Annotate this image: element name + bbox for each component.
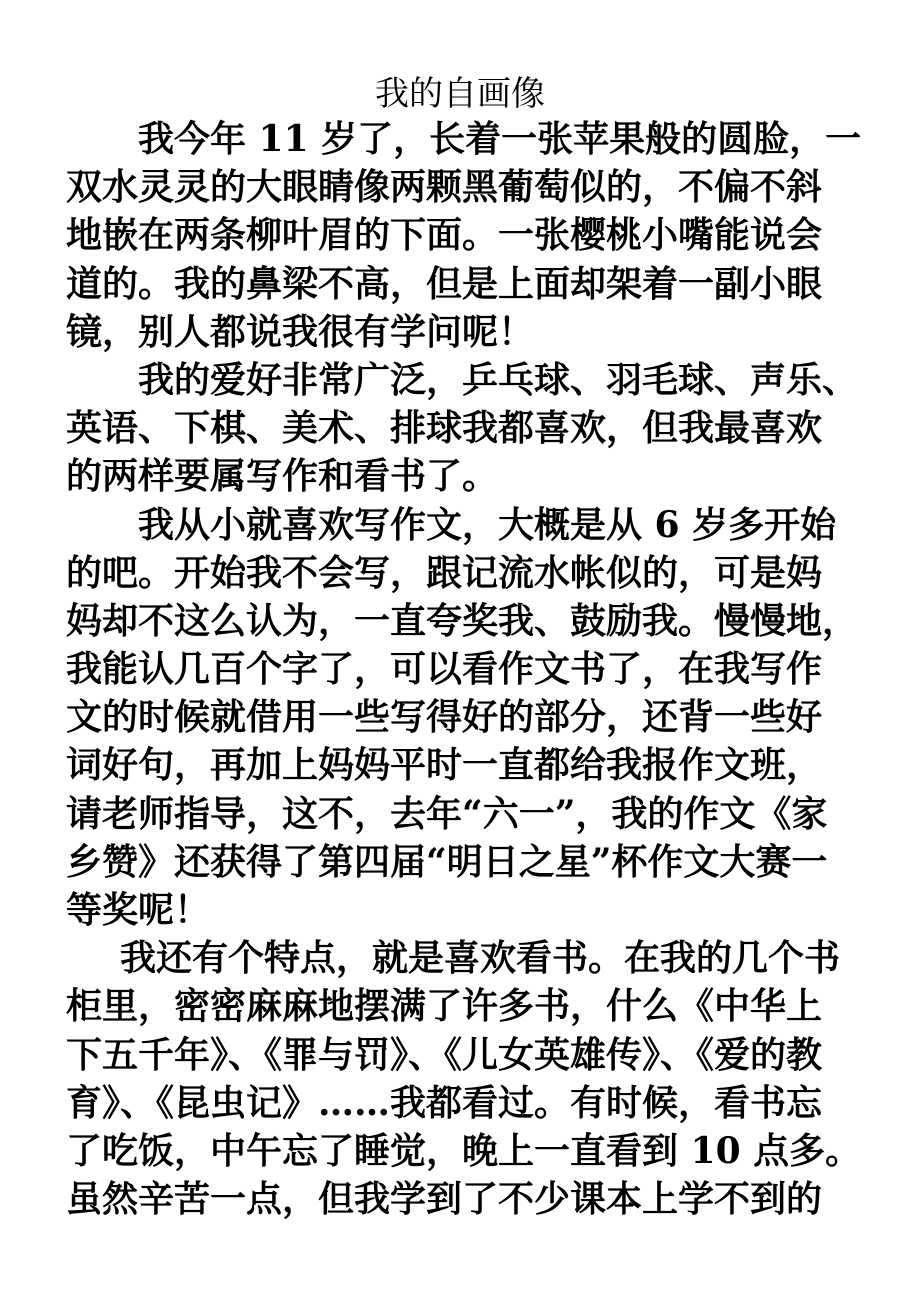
document-title: 我的自画像 — [375, 74, 545, 114]
text-line: 等奖呢！ — [66, 889, 211, 931]
text-line: 妈却不这么认为，一直夸奖我、鼓励我。慢慢地， — [66, 599, 859, 642]
text-line: 的吧。开始我不会写，跟记流水帐似的，可是妈 — [66, 551, 823, 594]
text-line: 了吃饭，中午忘了睡觉，晚上一直看到 10 点多。 — [66, 1129, 862, 1172]
text-line: 双水灵灵的大眼睛像两颗黑葡萄似的，不偏不斜 — [66, 166, 823, 209]
text-line: 地嵌在两条柳叶眉的下面。一张樱桃小嘴能说会 — [66, 214, 823, 257]
text-line: 我从小就喜欢写作文，大概是从 6 岁多开始 — [138, 503, 837, 546]
text-line: 请老师指导，这不，去年“六一”，我的作文《家 — [66, 792, 828, 835]
text-line: 的两样要属写作和看书了。 — [66, 455, 499, 498]
text-line: 英语、下棋、美术、排球我都喜欢，但我最喜欢 — [66, 407, 823, 450]
text-line: 乡赞》还获得了第四届“明日之星”杯作文大赛一 — [66, 840, 828, 883]
text-line: 词好句，再加上妈妈平时一直都给我报作文班， — [66, 744, 823, 787]
document-body — [66, 115, 866, 1223]
text-line: 我能认几百个字了，可以看作文书了，在我写作 — [66, 648, 823, 691]
text-line: 道的。我的鼻梁不高，但是上面却架着一副小眼 — [66, 262, 823, 305]
text-line: 文的时候就借用一些写得好的部分，还背一些好 — [66, 696, 823, 739]
text-line: 我还有个特点，就是喜欢看书。在我的几个书 — [120, 937, 841, 980]
text-line: 镜，别人都说我很有学问呢！ — [66, 310, 535, 353]
text-line: 我今年 11 岁了，长着一张苹果般的圆脸，一 — [138, 118, 862, 160]
text-line: 我的爱好非常广泛，乒乓球、羽毛球、声乐、 — [138, 358, 859, 401]
text-line: 育》、《昆虫记》……我都看过。有时候，看书忘 — [66, 1081, 823, 1124]
text-line: 下五千年》、《罪与罚》、《儿女英雄传》、《爱的教 — [66, 1033, 823, 1076]
text-line: 柜里，密密麻麻地摆满了许多书，什么《中华上 — [66, 985, 823, 1028]
text-line: 虽然辛苦一点，但我学到了不少课本上学不到的 — [66, 1178, 823, 1221]
